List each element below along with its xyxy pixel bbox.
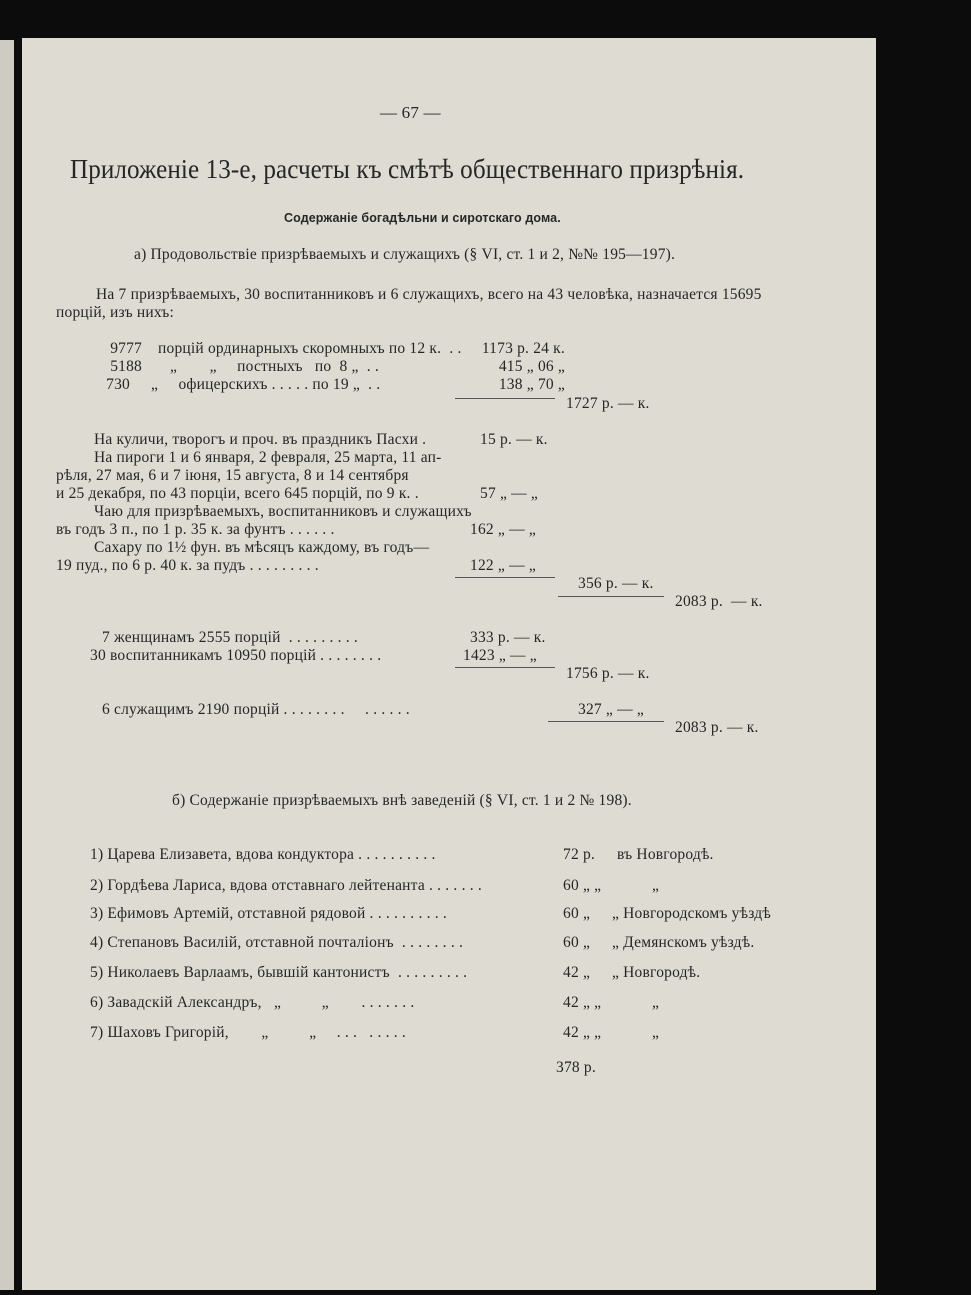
subtotal-rule [455,398,555,399]
distribution-amount: 333 р. — к. [470,629,546,646]
total-rule [548,721,664,722]
person-name: 7) Шаховъ Григорiй, „ „ . . . . . . . . [90,1024,406,1041]
portion-amount: 138 „ 70 „ [498,376,565,393]
person-place: „ [652,994,660,1011]
extras-line: На куличи, творогъ и проч. въ праздникъ Пасхи . [94,431,427,448]
extras-line: На пироги 1 и 6 января, 2 февраля, 25 марта, 11 ап- [94,449,442,466]
extras-line: 19 пуд., по 6 р. 40 к. за пудъ . . . . . . . . . [56,557,319,574]
person-place: „ Демянскомъ уѣздѣ. [612,934,755,951]
person-place: „ Новгородскомъ уѣздѣ [612,905,771,922]
person-place: „ [652,877,660,894]
distribution-line: 7 женщинамъ 2555 порцiй . . . . . . . . . [102,629,358,646]
extras-line: въ годъ 3 п., по 1 р. 35 к. за фунтъ . . . . . . [56,521,335,538]
portion-label: „ „ постныхъ по 8 „ . . [170,358,380,375]
extras-amount: 57 „ — „ [480,485,538,502]
person-amount: 42 „ „ [563,994,602,1011]
previous-page-edge [0,40,14,1290]
distribution-amount: 1423 „ — „ [463,647,537,664]
person-place: „ [652,1024,660,1041]
extras-line: рѣля, 27 мая, 6 и 7 iюня, 15 августа, 8 и 14 сентября [56,467,409,484]
grand-total: 2083 р. — к. [675,593,763,610]
section-a-heading: а) Продовольствiе призрѣваемыхъ и служащихъ (§ VI, ст. 1 и 2, №№ 195—197). [134,246,676,263]
intro-line: На 7 призрѣваемыхъ, 30 воспитанниковъ и 6 служащихъ, всего на 43 человѣка, назначается 15695 [96,286,762,303]
person-amount: 72 р. [563,846,595,863]
page-title: Приложенiе 13-е, расчеты къ смѣтѣ общественнаго призрѣнiя. [70,154,745,184]
person-name: 1) Царева Елизавета, вдова кондуктора . . . . . . . . . . [90,846,436,863]
extras-amount: 122 „ — „ [470,557,536,574]
extras-line: Чаю для призрѣваемыхъ, воспитанниковъ и служащихъ [94,503,472,520]
distribution-total: 1756 р. — к. [566,665,650,682]
staff-line: 6 служащимъ 2190 порцiй . . . . . . . . . . . . . . [102,701,410,718]
document-page [22,38,876,1290]
subtotal-rule [455,577,555,578]
person-name: 3) Ефимовъ Артемiй, отставной рядовой . . . . . . . . . . [90,905,447,922]
page-number: — 67 — [380,103,441,122]
portion-label: „ офицерскихъ . . . . . по 19 „ . . [151,376,381,393]
person-name: 4) Степановъ Василiй, отставной почталiонъ . . . . . . . . [90,934,464,951]
person-place: въ Новгородѣ. [617,846,714,863]
portion-count: 5188 [110,358,142,375]
person-amount: 60 „ „ [563,877,602,894]
intro-line: порцiй, изъ нихъ: [56,304,174,321]
portion-count: 9777 [110,340,142,357]
section-b-heading: б) Содержанiе призрѣваемыхъ внѣ заведенiй (§ VI, ст. 1 и 2 № 198). [172,792,632,809]
person-name: 5) Николаевъ Варлаамъ, бывшiй кантонистъ . . . . . . . . . [90,964,468,981]
portion-amount: 415 „ 06 „ [498,358,565,375]
person-amount: 42 „ „ [563,1024,602,1041]
portion-amount: 1173 р. 24 к. [481,340,565,357]
staff-amount: 327 „ — „ [578,701,644,718]
person-amount: 60 „ [563,905,591,922]
subtotal-rule [455,667,555,668]
person-name: 2) Гордѣева Лариса, вдова отставнаго лейтенанта . . . . . . . [90,877,482,894]
section-b-total: 378 р. [556,1059,596,1076]
extras-line: и 25 декабря, по 43 порцiи, всего 645 порцiй, по 9 к. . [56,485,419,502]
person-amount: 60 „ [563,934,591,951]
total-rule [558,596,664,597]
subheading: Содержанiе богадѣльни и сиротскаго дома. [284,211,561,225]
portion-label: порцiй ординарныхъ скоромныхъ по 12 к. . . [158,340,462,357]
portion-count: 730 [106,376,130,393]
person-name: 6) Завадскiй Александръ, „ „ . . . . . . . [90,994,415,1011]
person-place: „ Новгородѣ. [612,964,701,981]
extras-total: 356 р. — к. [578,575,654,592]
distribution-line: 30 воспитанникамъ 10950 порцiй . . . . . . . . [90,647,382,664]
portions-total: 1727 р. — к. [566,395,650,412]
grand-total: 2083 р. — к. [675,719,759,736]
person-amount: 42 „ [563,964,591,981]
extras-amount: 15 р. — к. [480,431,548,448]
extras-line: Сахару по 1½ фун. въ мѣсяцъ каждому, въ годъ— [94,539,430,556]
extras-amount: 162 „ — „ [470,521,536,538]
